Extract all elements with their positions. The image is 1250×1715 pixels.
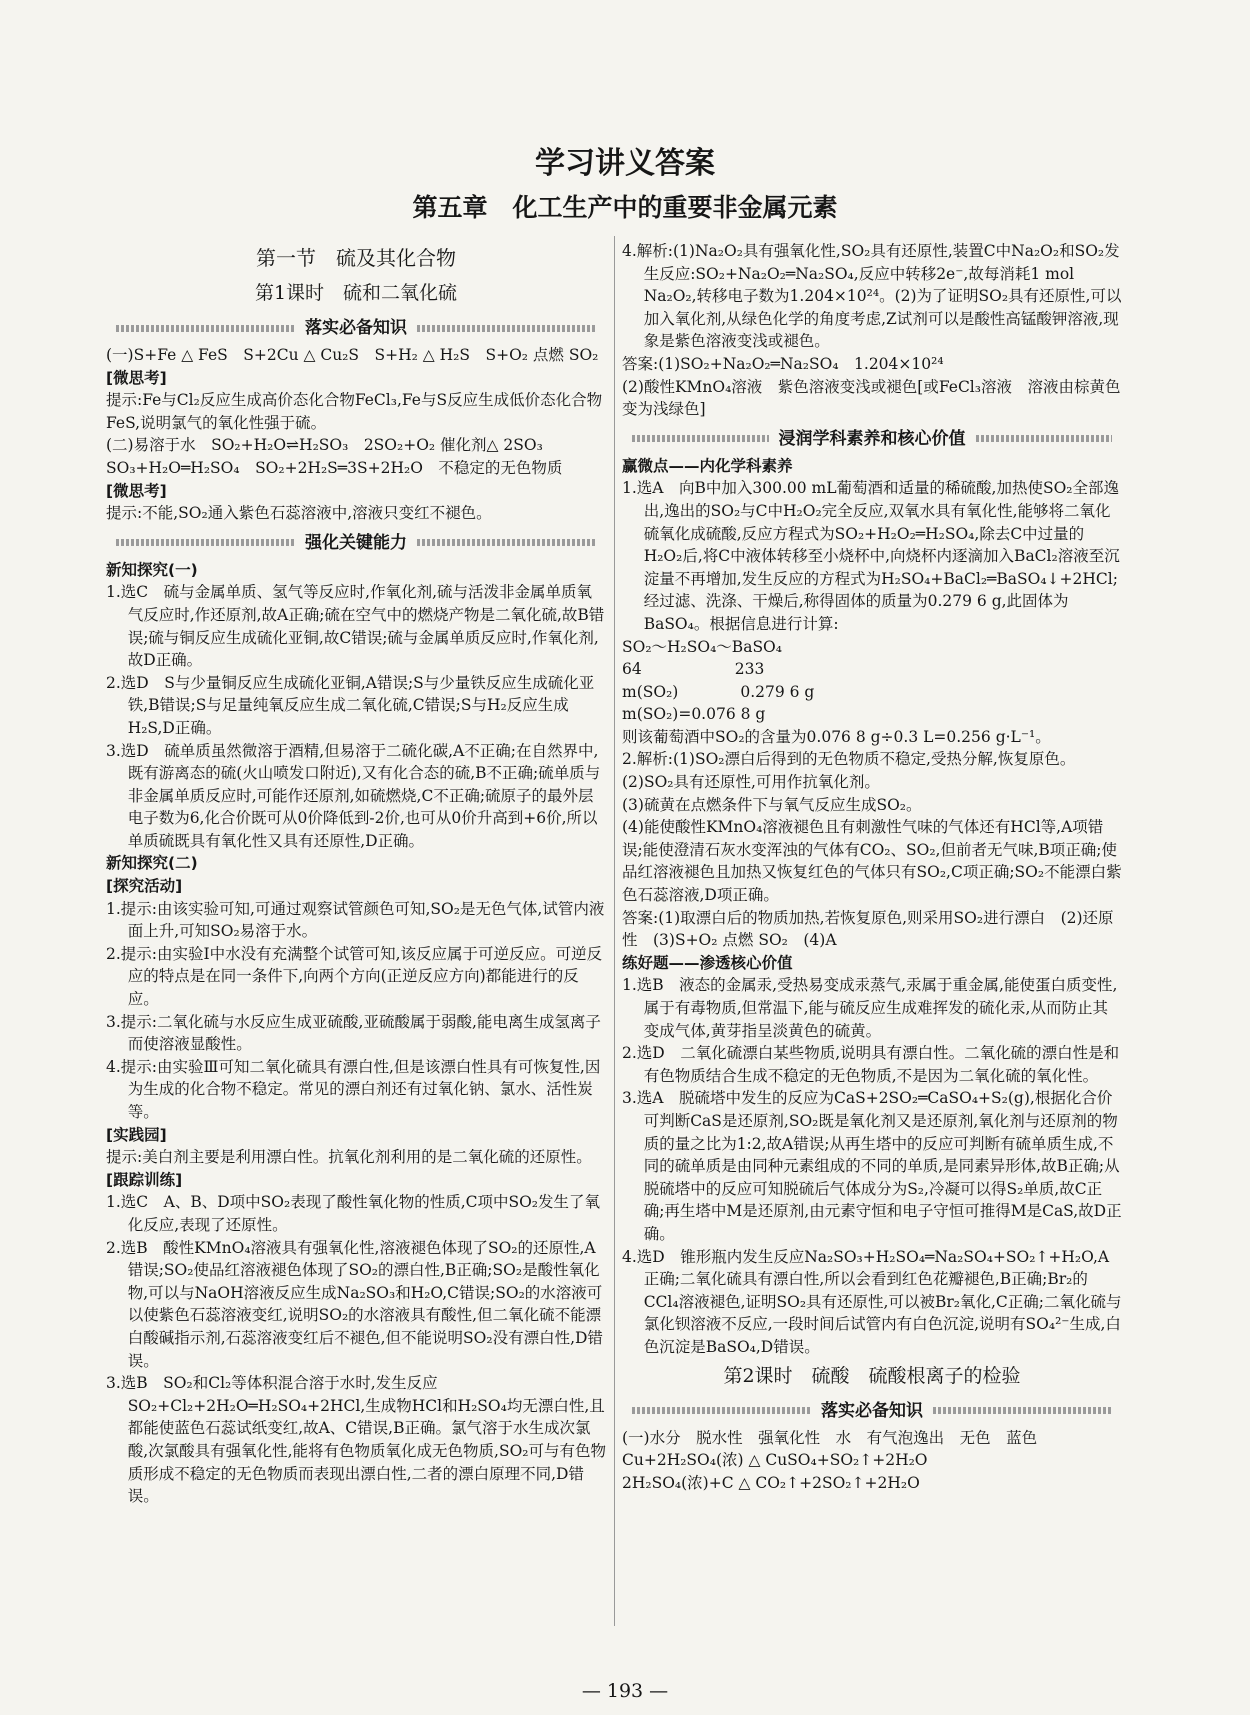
section-title: 第一节 硫及其化合物 <box>256 246 456 270</box>
right-column <box>622 240 1122 1494</box>
calc-line: m(SO₂)=0.076 8 g <box>622 705 766 724</box>
answer-text: 答案:(1)取漂白后的物质加热,若恢复原色,则采用SO₂进行漂白 (2)还原性 (3)S+O₂ 点燃 SO₂ (4)A <box>622 908 1114 950</box>
sub-heading: [实践园] <box>106 1125 167 1144</box>
left-column <box>106 240 606 1508</box>
answer-item: 2.选D S与少量铜反应生成硫化亚铜,A错误;S与少量铁反应生成硫化亚铁,B错误;S与足量纯氧反应生成二氧化硫,C错误;S与H₂反应生成H₂S,D正确。 <box>106 673 595 737</box>
section-bar <box>106 316 606 340</box>
answer-item: 2.选B 酸性KMnO₄溶液具有强氧化性,溶液褪色体现了SO₂的还原性,A错误;SO₂使品红溶液褪色体现了SO₂的漂白性,B正确;SO₂是酸性氧化物,可以与NaOH溶液反应生成Na₂SO₃和H₂O,C错误;SO₂的水溶液可以使紫色石蕊溶液变红,说明SO₂的水溶液具有酸性,但二氧化硫不能漂白酸碱指示剂,石蕊溶液变红后不褪色,但不能说明SO₂没有漂白性,D错误。 <box>106 1238 603 1370</box>
section-bar <box>622 427 1122 451</box>
sub-heading: [微思考] <box>106 481 167 500</box>
answer-text: (4)能使酸性KMnO₄溶液褪色且有刺激性气味的气体还有HCl等,A项错误;能使澄清石灰水变浑浊的气体有CO₂、SO₂,但前者无气味,B项正确;使品红溶液褪色且加热又恢复红色的气体只有SO₂,C项正确;SO₂不能漂白紫色石蕊溶液,D项正确。 <box>622 818 1122 905</box>
answer-item: 1.选A 向B中加入300.00 mL葡萄酒和适量的稀硫酸,加热使SO₂全部逸出,逸出的SO₂与C中H₂O₂完全反应,双氧水具有氧化性,能够将二氧化硫氧化成硫酸,反应方程式为SO₂+H₂O₂═H₂SO₄,除去C中过量的H₂O₂后,将C中液体转移至小烧杯中,向烧杯内逐滴加入BaCl₂溶液至沉淀量不再增加,发生反应的方程式为H₂SO₄+BaCl₂═BaSO₄↓+2HCl;经过滤、洗涤、干燥后,称得固体的质量为0.279 6 g,此固体为BaSO₄。根据信息进行计算: <box>622 479 1120 633</box>
section-bar <box>106 531 606 555</box>
answer-item: 4.选D 锥形瓶内发生反应Na₂SO₃+H₂SO₄═Na₂SO₄+SO₂↑+H₂O,A正确;二氧化硫具有漂白性,所以会看到红色花瓣褪色,B正确;Br₂的CCl₄溶液褪色,证明SO₂具有还原性,可以被Br₂氧化,C正确;二氧化硫与氯化钡溶液不反应,一段时间后试管内有白色沉淀,说明有SO₄²⁻生成,白色沉淀是BaSO₄,D错误。 <box>622 1247 1122 1356</box>
knowledge-text: (一)水分 脱水性 强氧化性 水 有气泡逸出 无色 蓝色 Cu+2H₂SO₄(浓) △ CuSO₄+SO₂↑+2H₂O <box>622 1428 1053 1470</box>
answer-item: 1.提示:由该实验可知,可通过观察试管颜色可知,SO₂是无色气体,试管内液面上升,可知SO₂易溶于水。 <box>106 899 605 941</box>
knowledge-text: (二)易溶于水 SO₂+H₂O⇌H₂SO₃ 2SO₂+O₂ 催化剂△ 2SO₃ SO₃+H₂O═H₂SO₄ SO₂+2H₂S═3S+2H₂O 不稳定的无色物质 <box>106 436 563 477</box>
answer-item: 3.选A 脱硫塔中发生的反应为CaS+2SO₂═CaSO₄+S₂(g),根据化合价可判断CaS是还原剂,SO₂既是氧化剂又是还原剂,氧化剂与还原剂的物质的量之比为1:2,故A错误;从再生塔中的反应可判断有硫单质生成,不同的硫单质是由同种元素组成的不同的单质,是同素异形体,故B正确;从脱硫塔中的反应可知脱硫后气体成分为S₂,冷凝可以得S₂单质,故C正确;再生塔中M是还原剂,由元素守恒和电子守恒可推得M是CaS,故D正确。 <box>622 1089 1122 1243</box>
lesson-title: 第2课时 硫酸 硫酸根离子的检验 <box>723 1364 1021 1387</box>
knowledge-text: 2H₂SO₄(浓)+C △ CO₂↑+2SO₂↑+2H₂O <box>622 1473 920 1492</box>
hint-text: 提示:Fe与Cl₂反应生成高价态化合物FeCl₃,Fe与S反应生成低价态化合物FeS,说明氯气的氧化性强于硫。 <box>106 391 603 432</box>
section-bar-label: 落实必备知识 <box>305 318 407 338</box>
answer-item: 2.提示:由实验Ⅰ中水没有充满整个试管可知,该反应属于可逆反应。可逆反应的特点是在同一条件下,向两个方向(正逆反应方向)都能进行的反应。 <box>106 944 603 1009</box>
answer-text: (2)酸性KMnO₄溶液 紫色溶液变浅或褪色[或FeCl₃溶液 溶液由棕黄色变为浅绿色] <box>622 377 1121 419</box>
answer-item: 4.解析:(1)Na₂O₂具有强氧化性,SO₂具有还原性,装置C中Na₂O₂和SO₂发生反应:SO₂+Na₂O₂═Na₂SO₄,反应中转移2e⁻,故每消耗1 mol Na₂O₂,转移电子数为1.204×10²⁴。(2)为了证明SO₂具有还原性,可以加入氧化剂,从绿色化学的角度考虑,Z试剂可以是酸性高锰酸钾溶液,现象是紫色溶液变浅或褪色。 <box>622 242 1122 351</box>
hint-text: 提示:不能,SO₂通入紫色石蕊溶液中,溶液只变红不褪色。 <box>106 504 492 523</box>
lesson-title: 第1课时 硫和二氧化硫 <box>254 282 458 304</box>
answer-item: 1.选C 硫与金属单质、氢气等反应时,作氧化剂,硫与活泼非金属单质氧气反应时,作还原剂,故A正确;硫在空气中的燃烧产物是二氧化硫,故B错误;硫与铜反应生成硫化亚铜,故C错误;硫与金属单质反应时,作氧化剂,故D正确。 <box>106 583 605 670</box>
answer-text: 答案:(1)SO₂+Na₂O₂═Na₂SO₄ 1.204×10²⁴ <box>622 354 944 373</box>
sub-heading: 新知探究(二) <box>106 854 198 873</box>
answer-item: 2.选D 二氧化硫漂白某些物质,说明具有漂白性。二氧化硫的漂白性是和有色物质结合生成不稳定的无色物质,不是因为二氧化硫的氧化性。 <box>622 1044 1120 1085</box>
answer-item: 1.选C A、B、D项中SO₂表现了酸性氧化物的性质,C项中SO₂发生了氧化反应,表现了还原性。 <box>106 1193 601 1234</box>
column-divider <box>614 236 615 1626</box>
page-title: 学习讲义答案 <box>535 146 715 181</box>
answer-item: 3.提示:二氧化硫与水反应生成亚硫酸,亚硫酸属于弱酸,能电离生成氢离子而使溶液显酸性。 <box>106 1012 601 1054</box>
knowledge-text: (一)S+Fe △ FeS S+2Cu △ Cu₂S S+H₂ △ H₂S S+O₂ 点燃 SO₂ <box>106 346 599 364</box>
answer-item: 3.选D 硫单质虽然微溶于酒精,但易溶于二硫化碳,A不正确;在自然界中,既有游离态的硫(火山喷发口附近),又有化合态的硫,B不正确;硫单质与非金属单质反应时,可能作还原剂,如硫燃烧,C不正确;硫原子的最外层电子数为6,化合价既可从0价降低到-2价,也可从0价升高到+6价,所以单质硫既具有氧化性又具有还原性,D正确。 <box>106 741 601 850</box>
sub-heading: [微思考] <box>106 368 167 387</box>
calc-line: 64 233 <box>622 660 765 679</box>
chapter-title: 第五章 化工生产中的重要非金属元素 <box>412 193 838 222</box>
calc-line: SO₂～H₂SO₄～BaSO₄ <box>622 637 782 656</box>
calc-line: m(SO₂) 0.279 6 g <box>622 682 815 701</box>
section-bar-label: 落实必备知识 <box>821 1400 923 1421</box>
answer-item: 4.提示:由实验Ⅲ可知二氧化硫具有漂白性,但是该漂白性具有可恢复性,因为生成的化合物不稳定。常见的漂白剂还有过氧化钠、氯水、活性炭等。 <box>106 1057 601 1121</box>
answer-item: 3.选B SO₂和Cl₂等体积混合溶于水时,发生反应SO₂+Cl₂+2H₂O═H₂SO₄+2HCl,生成物HCl和H₂SO₄均无漂白性,且都能使蓝色石蕊试纸变红,故A、C错误,B正确。氯气溶于水生成次氯酸,次氯酸具有强氧化性,能将有色物质氧化成无色物质,SO₂可与有色物质形成不稳定的无色物质而表现出漂白性,二者的漂白原理不同,D错误。 <box>106 1374 607 1506</box>
sub-heading: 赢微点——内化学科素养 <box>622 456 793 475</box>
answer-item: 1.选B 液态的金属汞,受热易变成汞蒸气,汞属于重金属,能使蛋白质变性,属于有毒物质,但常温下,能与硫反应生成难挥发的硫化汞,从而防止其变成气体,黄芽指呈淡黄色的硫黄。 <box>622 976 1118 1040</box>
page-number: — 193 — <box>581 1680 669 1702</box>
section-bar <box>622 1399 1122 1423</box>
answer-text: (2)SO₂具有还原性,可用作抗氧化剂。 <box>622 773 880 792</box>
answer-item: 2.解析:(1)SO₂漂白后得到的无色物质不稳定,受热分解,恢复原色。 <box>622 750 1076 769</box>
answer-text: (3)硫黄在点燃条件下与氧气反应生成SO₂。 <box>622 795 922 814</box>
hint-text: 提示:美白剂主要是利用漂白性。抗氧化剂利用的是二氧化硫的还原性。 <box>106 1148 592 1167</box>
sub-heading: [探究活动] <box>106 877 183 896</box>
sub-heading: 新知探究(一) <box>106 560 198 579</box>
sub-heading: [跟踪训练] <box>106 1170 183 1189</box>
section-bar-label: 强化关键能力 <box>305 532 407 553</box>
sub-heading: 练好题——渗透核心价值 <box>622 953 793 972</box>
section-bar-label: 浸润学科素养和核心价值 <box>778 428 966 449</box>
calc-line: 则该葡萄酒中SO₂的含量为0.076 8 g÷0.3 L=0.256 g·L⁻¹。 <box>622 727 1051 746</box>
